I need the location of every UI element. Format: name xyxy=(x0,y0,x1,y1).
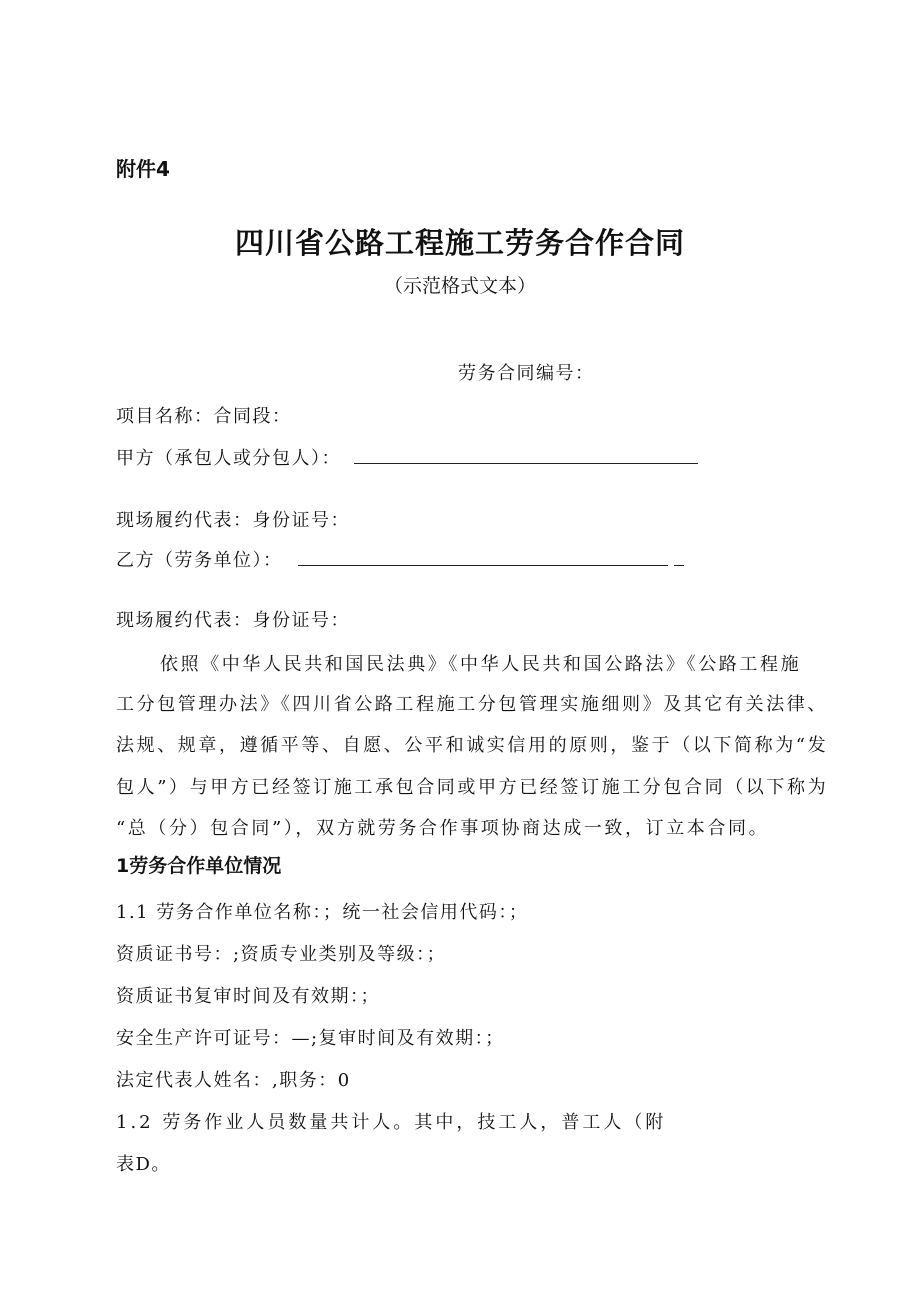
contract-subtitle: （示范格式文本） xyxy=(383,275,536,297)
party-a-representative: 现场履约代表：身份证号： xyxy=(116,510,350,531)
annex-label: 附件4 xyxy=(116,157,170,181)
party-b-label: 乙方（劳务单位）： xyxy=(116,550,283,571)
party-a-blank xyxy=(354,462,698,464)
preamble-line: 包人”）与甲方已经签订施工承包合同或甲方已经签订施工分包合同（以下称为 xyxy=(116,777,829,798)
party-b-blank xyxy=(298,564,668,566)
contract-title: 四川省公路工程施工劳务合作合同 xyxy=(234,226,685,260)
party-a-line xyxy=(116,444,698,470)
preamble-line: 法规、规章，遵循平等、自愿、公平和诚实信用的原则，鉴于（以下简称为“发 xyxy=(116,735,829,756)
project-name-line: 项目名称：合同段： xyxy=(116,406,292,427)
section-1-line: 资质证书复审时间及有效期：； xyxy=(116,986,380,1007)
preamble-line: 依照《中华人民共和国民法典》《中华人民共和国公路法》《公路工程施 xyxy=(160,654,802,675)
party-a-label: 甲方（承包人或分包人）： xyxy=(116,448,341,469)
party-b-line xyxy=(116,546,684,572)
section-1-line: 安全生产许可证号：—;复审时间及有效期：； xyxy=(116,1028,505,1049)
section-1-line: 1.1 劳务合作单位名称：；统一社会信用代码：； xyxy=(116,902,529,923)
preamble-line: “总（分）包合同”），双方就劳务合作事项协商达成一致，订立本合同。 xyxy=(116,818,770,839)
section-1-line: 表D。 xyxy=(116,1154,171,1175)
party-b-representative: 现场履约代表：身份证号： xyxy=(116,610,350,631)
contract-number-label: 劳务合同编号： xyxy=(458,363,595,384)
section-1-heading: 1劳务合作单位情况 xyxy=(116,855,282,877)
preamble-line: 工分包管理办法》《四川省公路工程施工分包管理实施细则》及其它有关法律、 xyxy=(116,694,828,715)
section-1-line: 资质证书号：;资质专业类别及等级：； xyxy=(116,944,447,965)
party-b-blank-tail xyxy=(674,564,684,566)
section-1-line: 1.2 劳务作业人员数量共计人。其中，技工人，普工人（附 xyxy=(116,1112,667,1133)
section-1-line: 法定代表人姓名：,职务：0 xyxy=(116,1070,351,1091)
